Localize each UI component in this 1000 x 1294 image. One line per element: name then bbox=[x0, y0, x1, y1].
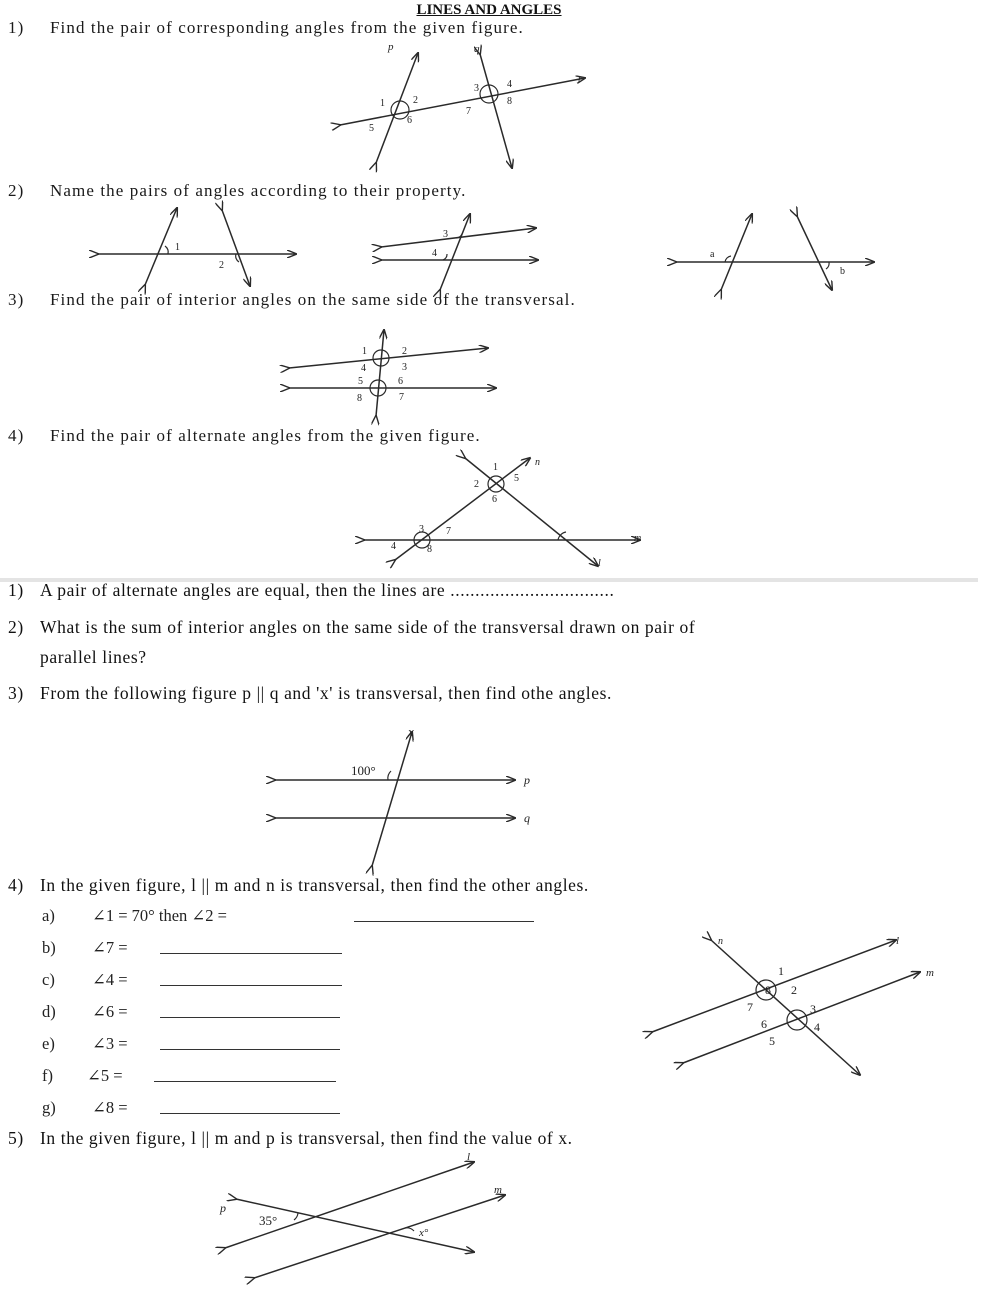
angle-arc bbox=[405, 1228, 414, 1231]
transversal-right bbox=[222, 210, 250, 286]
question-number: 4) bbox=[8, 875, 24, 895]
question-number: 5) bbox=[8, 1128, 24, 1148]
subpart-expression: ∠7 = bbox=[92, 938, 128, 957]
subpart-expression: ∠8 = bbox=[92, 1098, 128, 1117]
line-r bbox=[340, 78, 585, 125]
angle-4: 4 bbox=[432, 248, 437, 259]
question-text: Find the pair of alternate angles from the given figure. bbox=[50, 426, 481, 445]
question-number: 1) bbox=[8, 580, 24, 600]
angle-1: 1 bbox=[493, 462, 498, 473]
angle-1: 1 bbox=[778, 964, 784, 978]
line-q bbox=[480, 54, 512, 168]
line-m bbox=[683, 972, 920, 1063]
angle-7: 7 bbox=[446, 526, 451, 537]
label-p: p bbox=[524, 773, 530, 787]
angle-2: 2 bbox=[413, 95, 418, 106]
question-number: 2) bbox=[8, 181, 25, 200]
angle-6: 6 bbox=[761, 1017, 767, 1031]
page-title: LINES AND ANGLES bbox=[416, 2, 562, 18]
question-number: 1) bbox=[8, 18, 25, 37]
question-text: What is the sum of interior angles on the same side of the transversal drawn on pair of bbox=[40, 617, 696, 637]
question-text: In the given figure, l || m and n is transversal, then find the other angles. bbox=[40, 875, 589, 895]
label-l: l bbox=[598, 558, 601, 569]
angle-2: 2 bbox=[474, 479, 479, 490]
angle-5: 5 bbox=[514, 473, 519, 484]
figure-parallel-pq bbox=[275, 724, 530, 866]
figure-parallel-lm-p bbox=[219, 1151, 505, 1278]
label-x: x bbox=[408, 724, 414, 739]
angle-2: 2 bbox=[219, 260, 224, 271]
angle-7: 7 bbox=[399, 392, 404, 403]
angle-6: 6 bbox=[398, 376, 403, 387]
angle-5: 5 bbox=[369, 123, 374, 134]
subpart-label: a) bbox=[42, 906, 55, 925]
angle-1: 1 bbox=[380, 98, 385, 109]
transversal-left bbox=[145, 208, 177, 285]
question-text: Name the pairs of angles according to their property. bbox=[50, 181, 467, 200]
angle-4: 4 bbox=[507, 79, 512, 90]
angle-arc bbox=[165, 246, 168, 254]
angle-2: 2 bbox=[791, 983, 797, 997]
angle-8: 8 bbox=[427, 544, 432, 555]
angle-arc bbox=[443, 254, 447, 260]
figure-corresponding-angles bbox=[340, 41, 585, 168]
angle-2: 2 bbox=[402, 346, 407, 357]
angle-6: 6 bbox=[492, 494, 497, 505]
question-number: 3) bbox=[8, 290, 25, 309]
angle-7: 7 bbox=[747, 1000, 753, 1014]
angle-5: 5 bbox=[358, 376, 363, 387]
angle-arc bbox=[388, 771, 391, 780]
line-n bbox=[711, 940, 860, 1075]
angle-arc bbox=[725, 256, 731, 262]
label-q: q bbox=[524, 811, 530, 825]
angle-1: 1 bbox=[362, 346, 367, 357]
label-m: m bbox=[926, 967, 934, 979]
angle-4: 4 bbox=[814, 1020, 820, 1034]
angle-3: 3 bbox=[443, 229, 448, 240]
subpart-label: b) bbox=[42, 938, 56, 957]
subpart-label: g) bbox=[42, 1098, 56, 1117]
transversal-left bbox=[721, 214, 752, 290]
label-p: p bbox=[220, 1201, 226, 1215]
angle-x: x° bbox=[419, 1227, 429, 1239]
line-l bbox=[652, 940, 896, 1032]
label-l: l bbox=[467, 1151, 471, 1163]
figure-angle-pair-a bbox=[98, 208, 296, 286]
angle-8: 8 bbox=[357, 393, 362, 404]
label-q: q bbox=[474, 43, 480, 55]
question-text: Find the pair of corresponding angles from the given figure. bbox=[50, 18, 524, 37]
angle-1: 1 bbox=[175, 242, 180, 253]
figure-angle-pair-b bbox=[381, 214, 538, 290]
transversal bbox=[440, 214, 470, 290]
transversal bbox=[376, 330, 384, 416]
subpart-label: c) bbox=[42, 970, 55, 989]
label-m: m bbox=[634, 533, 642, 544]
angle-8: 8 bbox=[765, 983, 771, 997]
angle-arc bbox=[294, 1213, 298, 1220]
angle-b: b bbox=[840, 266, 845, 277]
figure-interior-angles bbox=[289, 330, 496, 416]
angle-3: 3 bbox=[810, 1002, 816, 1016]
transversal-right bbox=[797, 216, 832, 290]
question-text: A pair of alternate angles are equal, then the lines are ................................. bbox=[40, 580, 615, 600]
angle-7: 7 bbox=[466, 106, 471, 117]
line-m bbox=[254, 1195, 505, 1278]
subpart-expression: ∠1 = 70° then ∠2 = bbox=[92, 906, 227, 925]
subpart-expression: ∠4 = bbox=[92, 970, 128, 989]
question-text: In the given figure, l || m and p is transversal, then find the value of x. bbox=[40, 1128, 573, 1148]
figure-parallel-lm-n bbox=[652, 935, 934, 1075]
label-p: p bbox=[388, 41, 394, 53]
subpart-label: d) bbox=[42, 1002, 56, 1021]
question-number: 3) bbox=[8, 683, 24, 703]
line-l bbox=[465, 458, 598, 566]
figure-alternate-angles bbox=[364, 457, 641, 569]
angle-3: 3 bbox=[402, 362, 407, 373]
question-number: 4) bbox=[8, 426, 25, 445]
angle-a: a bbox=[710, 249, 715, 260]
figure-angle-pair-c bbox=[676, 214, 874, 290]
label-m: m bbox=[494, 1184, 502, 1196]
label-r: r bbox=[578, 74, 582, 85]
question-number: 2) bbox=[8, 617, 24, 637]
subpart-label: e) bbox=[42, 1034, 55, 1053]
subpart-expression: ∠6 = bbox=[92, 1002, 128, 1021]
question-text: Find the pair of interior angles on the same side of the transversal. bbox=[50, 290, 576, 309]
subpart-label: f) bbox=[42, 1066, 53, 1085]
label-n: n bbox=[718, 936, 723, 947]
angle-arc bbox=[826, 262, 829, 269]
angle-35: 35° bbox=[259, 1213, 278, 1228]
subpart-expression: ∠5 = bbox=[87, 1066, 123, 1085]
label-n: n bbox=[535, 457, 540, 468]
angle-100: 100° bbox=[351, 763, 376, 778]
angle-6: 6 bbox=[407, 115, 412, 126]
angle-3: 3 bbox=[419, 524, 424, 535]
question-text-continued: parallel lines? bbox=[40, 647, 147, 667]
angle-3: 3 bbox=[474, 83, 479, 94]
subpart-expression: ∠3 = bbox=[92, 1034, 128, 1053]
angle-4: 4 bbox=[361, 363, 366, 374]
line-x bbox=[372, 732, 412, 866]
angle-5: 5 bbox=[769, 1034, 775, 1048]
label-l: l bbox=[896, 935, 900, 947]
angle-4: 4 bbox=[391, 541, 396, 552]
angle-8: 8 bbox=[507, 96, 512, 107]
question-text: From the following figure p || q and 'x' is transversal, then find othe angles. bbox=[40, 683, 612, 703]
